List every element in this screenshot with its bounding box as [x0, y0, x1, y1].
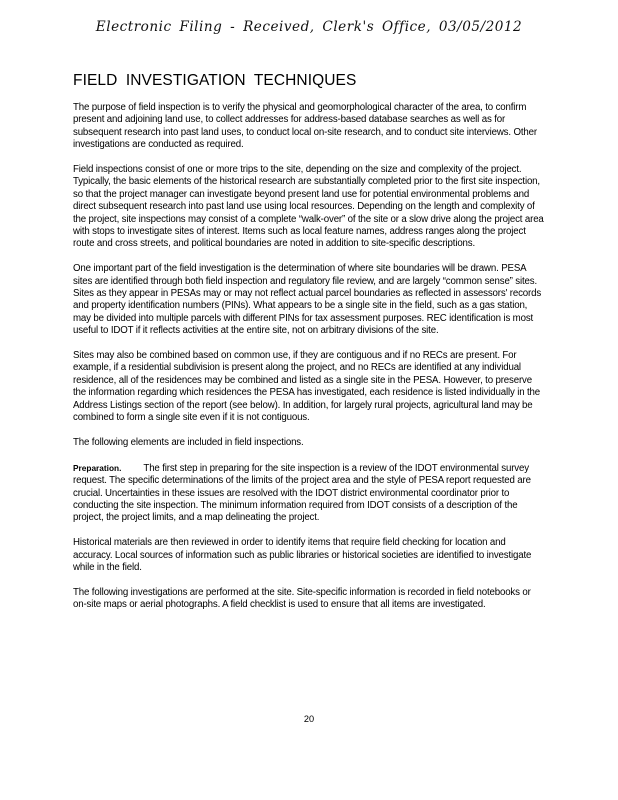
document-body — [73, 102, 546, 624]
paragraph-combined-sites: Sites may also be combined based on common use, if they are contiguous and if no RECs are present. For example, if a residential subdivision is present along the project, and no RECs are identified at any individual residence, all of the residences may be combined and listed as a single site in the PESA. However, to preserve the information regarding which residences the PESA has investigated, each residence is listed individually in the Address Listings section of the report (see below). In addition, for largely rural projects, agricultural land may be combined to form a single site even if it is not contiguous. — [73, 350, 541, 424]
paragraph-historical-materials: Historical materials are then reviewed in order to identify items that require field checking for location and accuracy. Local sources of information such as public libraries or historical societies are identified to investigate while in the field. — [73, 537, 532, 573]
page-number: 20 — [303, 714, 315, 724]
preparation-label: Preparation. — [73, 462, 122, 473]
filing-stamp: Electronic Filing - Received, Clerk's Office, 03/05/2012 — [95, 19, 523, 35]
section-title: FIELD INVESTIGATION TECHNIQUES — [73, 72, 357, 89]
paragraph-preparation — [73, 462, 546, 525]
paragraph-site-investigations: The following investigations are performed at the site. Site-specific information is recorded in field notebooks or on-site maps or aerial photographs. A field checklist is used to ensure that all items are investigated. — [73, 586, 531, 611]
paragraph-site-boundaries: One important part of the field investigation is the determination of where site boundaries will be drawn. PESA sites are identified through both field inspection and regulatory file review, and are largely “common sense” sites. Sites as they appear in PESAs may or may not reflect actual parcel boundaries as reflected in assessors' records and property identification numbers (PINs). What appears to be a single site in the field, such as a gas station, may be divided into multiple parcels with different PINs for tax assessment purposes. REC identification is most useful to IDOT if it reflects activities at the entire site, not on arbitrary divisions of the site. — [73, 263, 542, 337]
paragraph-elements-intro: The following elements are included in field inspections. — [73, 436, 304, 448]
paragraph-purpose: The purpose of field inspection is to verify the physical and geomorphological character of the area, to confirm present and adjoining land use, to collect addresses for address-based database searches as well as for subsequent research into past land uses, to conduct local on-site research, and to conduct site interviews. Other investigations are conducted as required. — [73, 102, 537, 151]
preparation-text: The first step in preparing for the site inspection is a review of the IDOT environmental survey request. The specific determinations of the limits of the project area and the style of PESA report requested are crucial. Uncertainties in these issues are resolved with the IDOT district environmental coordinator prior to conducting the site inspection. The minimum information required from IDOT consists of a description of the project, the project limits, and a map delineating the project. — [73, 462, 531, 524]
paragraph-field-inspections: Field inspections consist of one or more trips to the site, depending on the size and complexity of the project. Typically, the basic elements of the historical research are substantially completed prior to the first site inspection, so that the project manager can investigate beyond present land use for potential environmental problems and direct subsequent research into past land use using local resources. Depending on the length and complexity of the project, site inspections may consist of a complete “walk-over” of the site or a slow drive along the project area with stops to investigate sites of interest. Items such as local feature names, address ranges along the project route and cross streets, and political boundaries are noted in addition to site-specific descriptions. — [73, 164, 544, 250]
